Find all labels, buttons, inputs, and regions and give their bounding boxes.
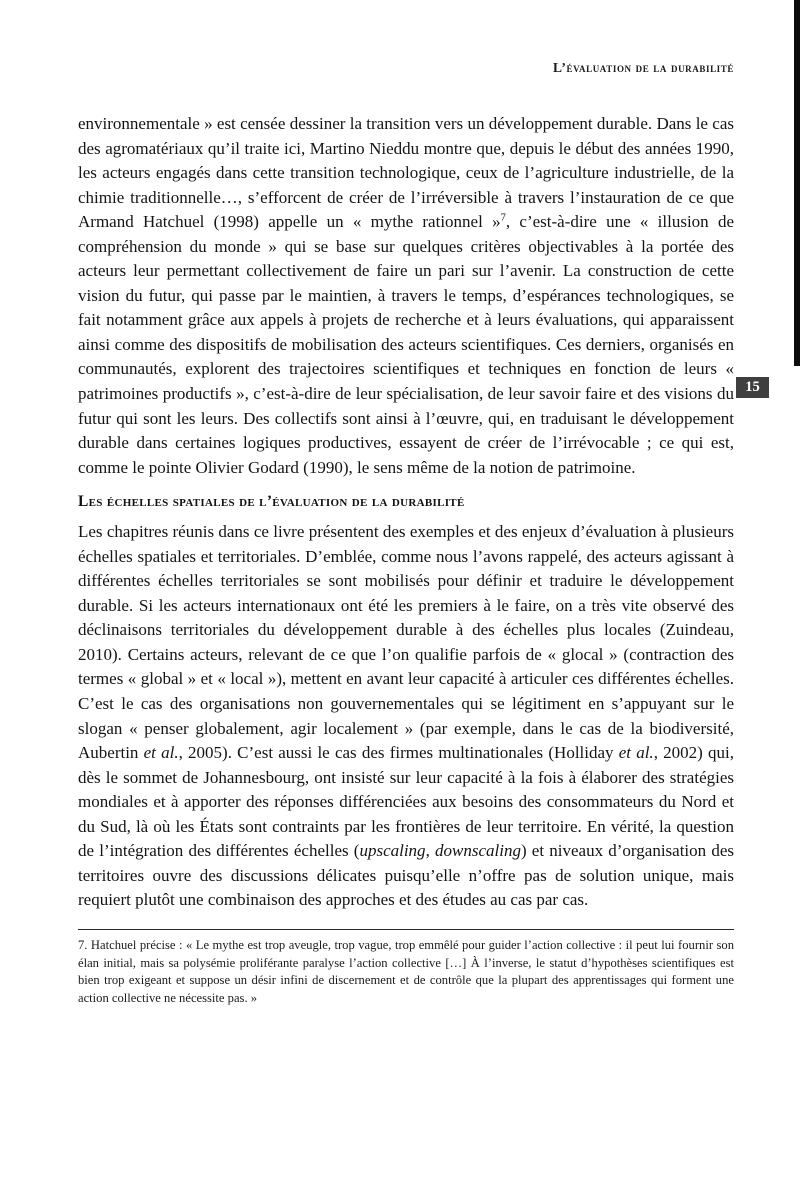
page-number-badge: 15 bbox=[736, 377, 769, 398]
footnote-7: 7. Hatchuel précise : « Le mythe est trop aveugle, trop vague, trop emmêlé pour guider l’action collective : il peut lui fournir son élan initial, mais sa polysémie proliférante paralyse l’action collective […] À l’inverse, le statut d’hypothèses scientifiques est bien trop exigeant et suppose un désir infini de discernement et de contrôle que la plupart des apprentissages qui forment une action collective ne nécessite pas. » bbox=[78, 937, 734, 1005]
page-edge-bar bbox=[794, 0, 800, 366]
section-heading: Les échelles spatiales de l’évaluation de la durabilité bbox=[78, 493, 465, 511]
running-header: L’évaluation de la durabilité bbox=[553, 60, 734, 75]
footnote-divider bbox=[78, 929, 734, 930]
paragraph-1: environnementale » est censée dessiner la transition vers un développement durable. Dans le cas des agromatériaux qu’il traite ici, Martino Nieddu montre que, depuis le début des années 1990, les acteurs engagés dans cette transition technologique, ceux de l’agriculture industrielle, de la chimie traditionnelle…, s’efforcent de créer de l’irréversible à travers l’instauration de ce que Armand Hatchuel (1998) appelle un « mythe rationnel »$^7$, c’est-à-dire une « illusion de compréhension du monde » qui se base sur quelques critères objectivables à la portée des acteurs leur permettant collectivement de faire un pari sur l’avenir. La construction de cette vision du futur, qui passe par le maintien, à travers le temps, d’espérances technologiques, se fait notamment grâce aux appels à projets de recherche et à leurs évaluations, qui apparaissent ainsi comme des dispositifs de mobilisation des acteurs scientifiques. Ces derniers, organisés en communautés, explorent des trajectoires scientifiques et techniques en fonction de leurs « patrimoines productifs », c’est-à-dire de leur spécialisation, de leur savoir faire et des visions du futur qui sont les leurs. Des collectifs sont ainsi à l’œuvre, qui, en traduisant le développement durable dans certaines logiques productives, essayent de créer de l’irrévocable ; ce qui est, comme le pointe Olivier Godard (1990), le sens même de la notion de patrimoine. bbox=[78, 114, 734, 477]
page-content bbox=[78, 112, 734, 1007]
paragraph-2: Les chapitres réunis dans ce livre présentent des exemples et des enjeux d’évaluation à plusieurs échelles spatiales et territoriales. D’emblée, comme nous l’avons rappelé, des acteurs agissant à différentes échelles territoriales se sont mobilisés pour définir et traduire le développement durable. Si les acteurs internationaux ont été les premiers à le faire, on a très vite observé des déclinaisons territoriales du développement durable à des échelles plus locales (Zuindeau, 2010). Certains acteurs, relevant de ce que l’on qualifie parfois de « glocal » (contraction des termes « global » et « local »), mettent en avant leur capacité à articuler ces différentes échelles. C’est le cas des organisations non gouvernementales qui se légitiment en s’appuyant sur le slogan « penser globalement, agir localement » (par exemple, dans le cas de la biodiversité, Aubertin et al., 2005). C’est aussi le cas des firmes multinationales (Holliday et al., 2002) qui, dès le sommet de Johannesbourg, ont insisté sur leur capacité à la fois à élaborer des stratégies mondiales et à apporter des réponses différenciées aux besoins des consommateurs du Nord et du Sud, là où les États sont contraints par les frontières de leur territoire. En vérité, la question de l’intégration des différentes échelles (upscaling, downscaling) et niveaux d’organisation des territoires ouvre des discussions délicates puisqu’elle n’offre pas de solution unique, mais requiert plutôt une combinaison des approches et des études au cas par cas. bbox=[78, 522, 734, 910]
